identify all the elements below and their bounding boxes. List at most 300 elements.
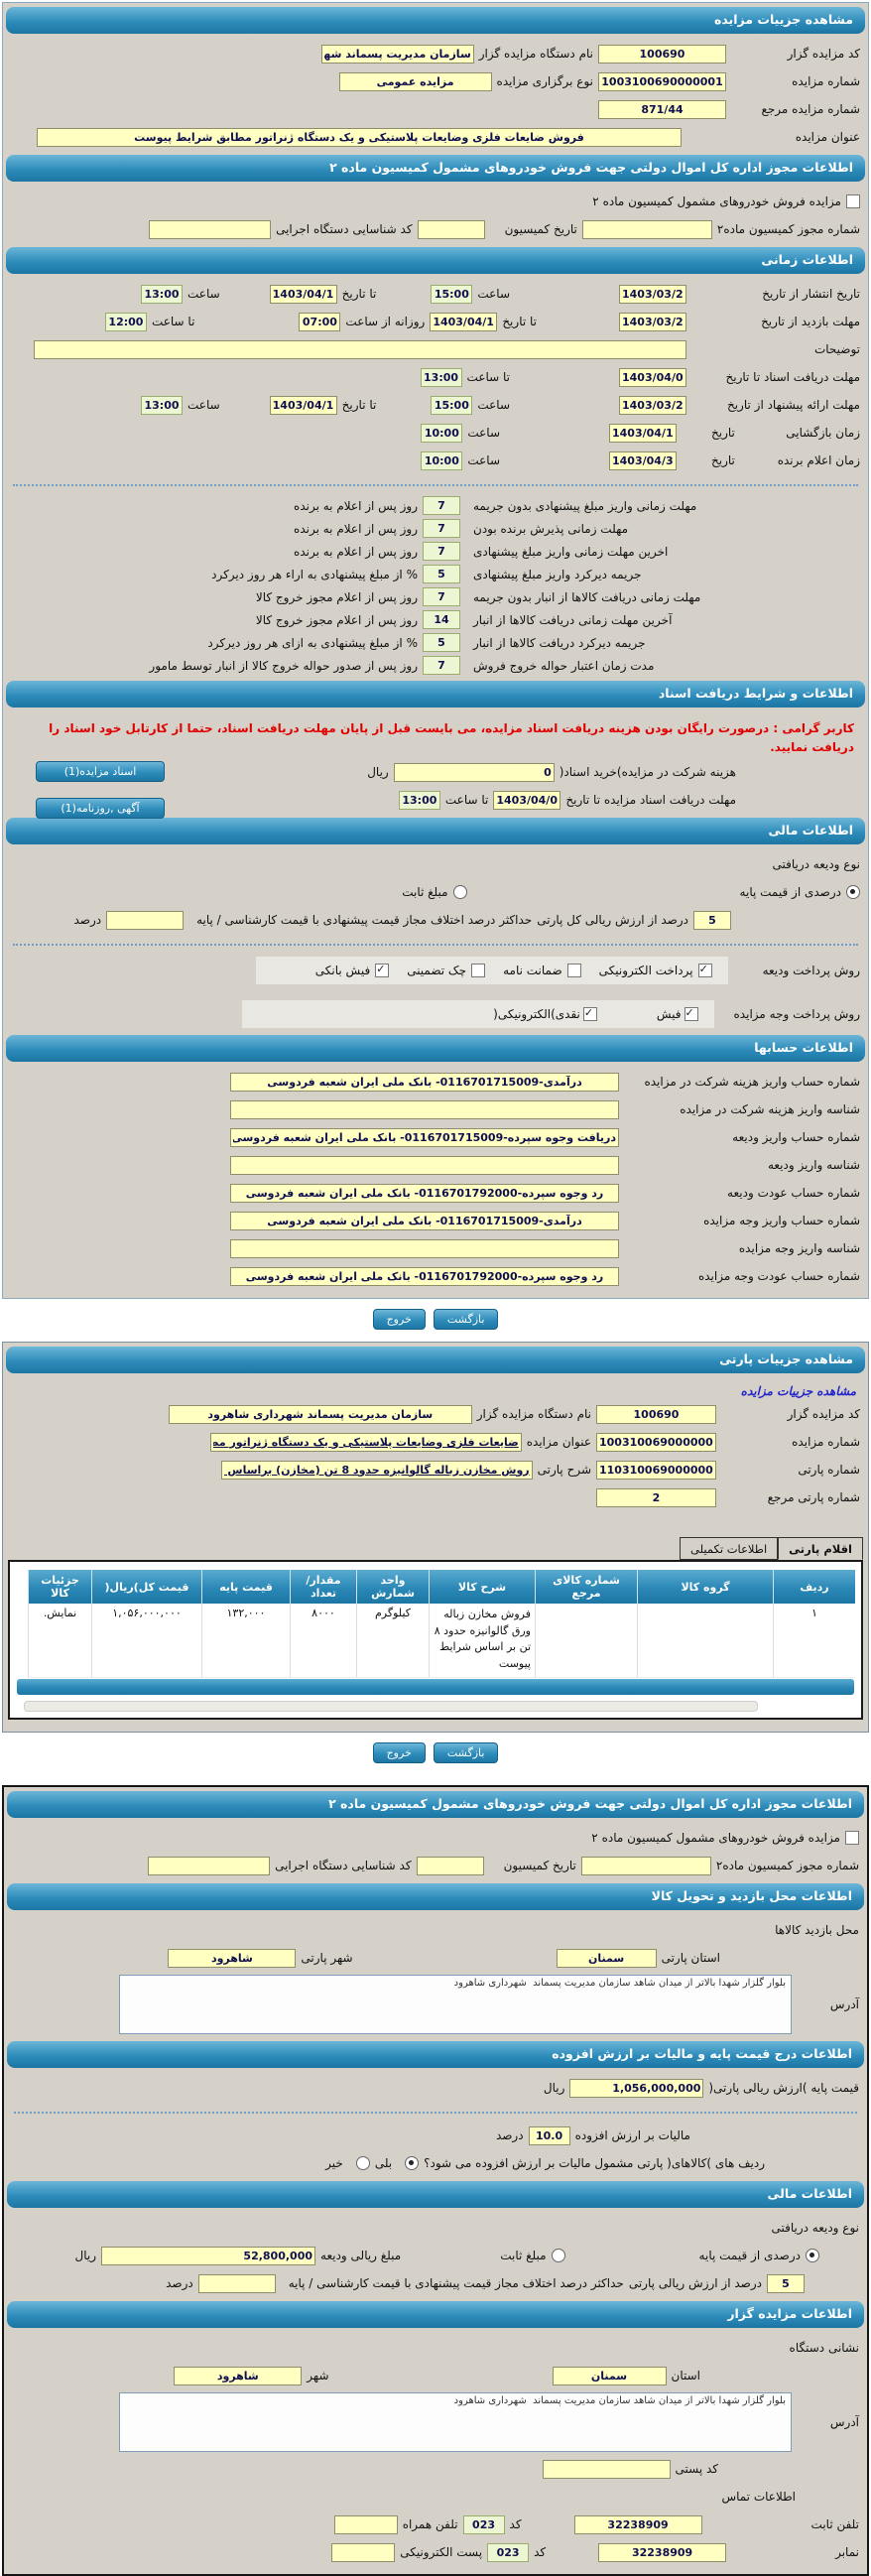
timing-hour-label: ساعت (467, 426, 500, 440)
max-diff-field[interactable] (198, 2274, 276, 2293)
vat-row (4, 2122, 698, 2149)
account-field[interactable] (230, 1184, 619, 1203)
party-ref-field[interactable] (596, 1488, 716, 1507)
deposit-fixed-option-label: مبلغ ثابت (402, 885, 448, 900)
mobile-pair (334, 2515, 458, 2534)
organizer-address-row (4, 2389, 867, 2455)
section-header-financial: اطلاعات مالی (7, 2181, 864, 2208)
timing-docs-label: مهلت دریافت اسناد تا تاریخ (725, 370, 860, 384)
party-tabs (3, 1537, 868, 1560)
electronic-payment-checkbox[interactable] (698, 964, 712, 977)
timing-winner-time[interactable] (421, 451, 462, 470)
auction-code-row (3, 40, 868, 67)
col-base: قیمت پایه (202, 1570, 291, 1604)
back-button[interactable]: بازگشت (434, 1742, 499, 1763)
docs-fee-field[interactable] (394, 763, 555, 782)
deposit-percent-radio[interactable] (846, 885, 860, 899)
deposit-fixed-radio[interactable] (453, 885, 467, 899)
timing-offer-date1[interactable] (619, 396, 686, 415)
permit-fields-row (4, 1852, 867, 1879)
auction-code-field[interactable] (596, 1405, 716, 1424)
phone-field[interactable] (574, 2515, 702, 2534)
permit-number-field[interactable] (581, 1857, 711, 1875)
penalty-row (3, 585, 809, 608)
email-label: پست الکترونیکی (400, 2545, 483, 2560)
timing-notes-field[interactable] (34, 340, 686, 359)
timing-hour-label: ساعت (187, 398, 220, 412)
permit-date-label: تاریخ کمیسیون (503, 1859, 576, 1873)
penalty-days-field[interactable] (423, 587, 460, 606)
section-header-auction-details: مشاهده جزییات مزایده (6, 7, 865, 34)
timing-tohour-label: تا ساعت (466, 370, 510, 384)
timing-docs-date[interactable] (619, 368, 686, 387)
penalty-suffix: % از مبلغ پیشنهادی به ازای هر روز دیرکرد (207, 635, 418, 650)
penalty-days-field[interactable] (423, 496, 460, 515)
timing-opening-row (3, 419, 868, 447)
vat-label: مالیات بر ارزش افزوده (574, 2128, 690, 2143)
docs-deadline-date[interactable] (493, 791, 560, 810)
party-city-label: شهر پارتی (301, 1951, 353, 1966)
account-row (3, 1234, 868, 1262)
col-qty: مقدار/ تعداد (291, 1570, 357, 1604)
account-label: شماره حساب عودت وجه مزایده (697, 1269, 860, 1284)
account-row (3, 1179, 868, 1207)
electronic-payment-label: پرداخت الکترونیکی (598, 964, 693, 978)
account-label: شماره حساب واریز هزینه شرکت در مزایده (644, 1075, 860, 1090)
auction-type-pair (339, 72, 593, 91)
certified-check-checkbox[interactable] (471, 964, 485, 977)
area-code-field[interactable] (463, 2515, 505, 2534)
timing-date-word: تاریخ (711, 453, 735, 467)
timing-opening-label-group (701, 426, 860, 440)
docs-deadline-time[interactable] (399, 791, 440, 810)
contact-title-row (4, 2483, 804, 2511)
penalty-suffix: روز پس از اعلام به برنده (294, 521, 418, 536)
base-price-label: قیمت پایه )ارزش ریالی پارتی( (708, 2081, 859, 2096)
vat-no-radio[interactable] (356, 2156, 370, 2170)
auction-code-field[interactable] (598, 45, 726, 64)
section-header-visit-location: اطلاعات محل بازدید و تحویل کالا (7, 1883, 864, 1910)
postal-code-label: کد پستی (675, 2462, 718, 2477)
party-org-pair (169, 1405, 591, 1424)
penalty-row (3, 540, 809, 563)
contact-title: اطلاعات تماس (721, 2490, 796, 2505)
col-ref: شماره کالای مرجع (536, 1570, 638, 1604)
deposit-percent-row (4, 2269, 812, 2297)
penalty-label: جریمه دیرکرد واریز مبلغ پیشنهادی (473, 567, 642, 581)
docs-fee-label: هزینه شرکت در مزایده)خرید اسناد( (559, 765, 736, 780)
phone-label: تلفن ثابت (810, 2517, 859, 2532)
timing-hour-label: ساعت (187, 287, 220, 301)
col-rank: ردیف (774, 1570, 856, 1604)
deposit-pay-method-label: روش پرداخت ودیعه (762, 964, 860, 978)
percent-word: درصد (166, 2276, 193, 2291)
section-header-base-price-vat: اطلاعات درج قیمت پایه و مالیات بر ارزش افزوده (7, 2041, 864, 2068)
deposit-percent-option-label: درصدی از قیمت پایه (698, 2249, 801, 2263)
account-row (3, 1151, 868, 1179)
auction-number-row (3, 67, 868, 95)
mobile-label: تلفن همراه (402, 2517, 458, 2532)
penalty-suffix: روز پس از اعلام مجوز خروج کالا (255, 612, 418, 627)
permit-number-field[interactable] (582, 220, 712, 239)
deposit-fixed-radio[interactable] (552, 2249, 565, 2262)
divider-dotted (13, 944, 858, 946)
deposit-type-row (4, 2214, 867, 2242)
cell-desc: فروش مخازن زباله ورق گالوانیزه حدود ۸ تن بر اساس شرایط پیوست (430, 1604, 536, 1678)
deposit-amount-label: مبلغ ریالی ودیعه (320, 2249, 402, 2263)
permit-checkbox-label: مزایده فروش خودروهای مشمول کمیسیون ماده ۲ (591, 1831, 840, 1846)
deposit-percent-field[interactable] (693, 911, 731, 930)
bank-slip-label: فیش بانکی (314, 964, 371, 978)
timing-docs-time[interactable] (421, 368, 462, 387)
vat-no-label: خیر (325, 2156, 343, 2171)
auction-org-pair (321, 45, 593, 64)
timing-publish-date1[interactable] (619, 285, 686, 304)
timing-visit-date1[interactable] (619, 313, 686, 331)
party-ref-row (3, 1483, 868, 1511)
organizer-province-field[interactable] (553, 2367, 667, 2385)
docs-deadline-label: مهلت دریافت اسناد مزایده تا تاریخ (565, 793, 736, 808)
party-title-pair (210, 1433, 591, 1452)
timing-visit-time1[interactable] (299, 313, 340, 331)
phone-row (4, 2511, 867, 2538)
timing-winner-label: زمان اعلام برنده (777, 453, 860, 467)
rial-label: ریال (543, 2081, 565, 2096)
auction-pay-method-box (242, 1000, 714, 1028)
slip-label: فیش (656, 1007, 682, 1022)
timing-offer-time2[interactable] (141, 396, 183, 415)
auction-pay-method-label: روش پرداخت وجه مزایده (733, 1007, 860, 1022)
visit-address-label: آدرس (829, 1997, 859, 2012)
party-desc-field[interactable] (221, 1461, 533, 1480)
timing-docs-deadline-row (3, 363, 868, 391)
penalty-row (3, 608, 809, 631)
timing-winner-label-group (701, 453, 860, 467)
party-number-row (3, 1456, 868, 1483)
timing-offer-label: مهلت ارائه پیشنهاد از تاریخ (726, 398, 860, 412)
account-field[interactable] (230, 1239, 619, 1258)
auction-code-label: کد مزایده گزار (787, 47, 860, 61)
tab-additional-info[interactable]: اطلاعات تکمیلی (680, 1537, 778, 1560)
account-label: شناسه واریز هزینه شرکت در مزایده (680, 1102, 860, 1117)
account-field[interactable] (230, 1212, 619, 1230)
penalty-row (3, 517, 809, 540)
timing-publish-time1[interactable] (431, 285, 472, 304)
account-label: شناسه واریز ودیعه (767, 1158, 860, 1173)
visit-place-label: محل بازدید کالاها (775, 1923, 859, 1938)
section-header-organizer: اطلاعات مزایده گزار (7, 2301, 864, 2328)
actions-bar (0, 1299, 871, 1340)
penalty-row (3, 631, 809, 654)
timing-visit-row (3, 308, 868, 335)
timing-daily-label: روزانه از ساعت (345, 315, 426, 328)
account-field[interactable] (230, 1073, 619, 1092)
penalty-days-field[interactable] (423, 610, 460, 629)
auction-number-field[interactable] (598, 72, 726, 91)
party-items-table-container (8, 1560, 863, 1720)
timing-publish-row (3, 280, 868, 308)
penalty-days-field[interactable] (423, 656, 460, 675)
timing-visit-date2[interactable] (430, 313, 497, 331)
slip-option (657, 1007, 698, 1021)
deposit-type-label: نوع ودیعه دریافتی (771, 2221, 859, 2236)
deposit-percent-option-label: درصدی از قیمت پایه (739, 885, 841, 900)
account-row (3, 1095, 868, 1123)
section-header-financial: اطلاعات مالی (6, 818, 865, 844)
exit-button[interactable]: خروج (373, 1309, 426, 1330)
account-row (3, 1123, 868, 1151)
account-row (3, 1262, 868, 1290)
cell-total: ۱,۰۵۶,۰۰۰,۰۰۰ (92, 1604, 202, 1678)
timing-hour-label: ساعت (477, 398, 510, 412)
section-header-permit: اطلاعات مجوز اداره کل اموال دولتی جهت فروش خودروهای مشمول کمیسیون ماده ۲ (7, 1791, 864, 1818)
penalty-label: اخرین مهلت زمانی واریز مبلغ پیشنهادی (473, 544, 669, 559)
timing-publish-date2[interactable] (270, 285, 337, 304)
cell-group (638, 1604, 774, 1678)
timing-offer-row (3, 391, 868, 419)
postal-code-field[interactable] (543, 2460, 671, 2479)
mobile-field[interactable] (334, 2515, 398, 2534)
timing-todate-label: تا تاریخ (341, 287, 377, 301)
account-field[interactable] (230, 1267, 619, 1286)
timing-notes-label: توضیحات (813, 342, 860, 356)
timing-visit-label: مهلت بازدید از تاریخ (761, 315, 860, 328)
permit-checkbox-label: مزایده فروش خودروهای مشمول کمیسیون ماده ۲ (592, 194, 841, 208)
visit-address-row (4, 1972, 867, 2037)
rial-label: ریال (74, 2249, 97, 2263)
penalty-label: مهلت زمانی پذیرش برنده بودن (473, 521, 629, 536)
auction-ref-label: شماره مزایده مرجع (761, 102, 860, 116)
col-unit: واحد شمارش (357, 1570, 430, 1604)
timing-tohour-label: تا ساعت (444, 793, 489, 808)
timing-offer-date2[interactable] (270, 396, 337, 415)
party-city-field[interactable] (168, 1949, 296, 1968)
party-province-row (4, 1944, 728, 1972)
organizer-province-row (4, 2362, 708, 2389)
guarantee-letter-checkbox[interactable] (567, 964, 581, 977)
timing-offer-time1[interactable] (431, 396, 472, 415)
deposit-pay-method-row (3, 954, 868, 987)
exit-button[interactable]: خروج (373, 1742, 426, 1763)
party-desc-label: شرح پارتی (537, 1463, 591, 1478)
party-extended-panel (2, 1785, 869, 2576)
timing-tohour-label: تا ساعت (151, 315, 195, 328)
party-province-field[interactable] (557, 1949, 657, 1968)
auction-title-field[interactable] (37, 128, 682, 147)
tab-party-items[interactable]: اقلام پارتی (778, 1537, 863, 1560)
item-details-link[interactable]: نمایش. (29, 1604, 92, 1678)
table-footer-bar (17, 1679, 854, 1695)
auction-title-label: عنوان مزایده (526, 1435, 591, 1450)
max-diff-field[interactable] (106, 911, 184, 930)
timing-publish-time2[interactable] (141, 285, 183, 304)
penalty-suffix: روز پس از اعلام به برنده (294, 544, 418, 559)
permit-checkbox-row (3, 188, 868, 215)
auction-type-field[interactable] (339, 72, 492, 91)
penalty-days-field[interactable] (423, 542, 460, 561)
permit-id-label: کد شناسایی دستگاه اجرایی (275, 1859, 412, 1873)
docs-buttons (36, 761, 165, 819)
permit-id-field[interactable] (148, 1857, 270, 1875)
section-header-docs: اطلاعات و شرایط دریافت اسناد (6, 681, 865, 708)
penalty-suffix: روز پس از صدور حواله خروج کالا از انبار توسط مامور (149, 658, 418, 673)
max-diff-label: حداکثر درصد اختلاف مجاز قیمت پیشنهادی با قیمت کارشناسی / پایه (196, 913, 533, 928)
auction-docs-button[interactable]: اسناد مزایده(1) (36, 761, 165, 782)
permit-checkbox[interactable] (846, 194, 860, 208)
timing-hour-label: ساعت (477, 287, 510, 301)
cash-electronic-option (493, 1007, 597, 1021)
permit-date-field[interactable] (418, 220, 485, 239)
party-details-panel (2, 1342, 869, 1733)
permit-checkbox[interactable] (845, 1831, 859, 1845)
email-field[interactable] (331, 2543, 395, 2562)
account-field[interactable] (230, 1128, 619, 1147)
auction-number-label: شماره مزایده (792, 74, 860, 88)
organizer-address-field[interactable] (119, 2392, 792, 2452)
col-total: قیمت کل)ریال( (92, 1570, 202, 1604)
penalty-percent-field[interactable] (423, 633, 460, 652)
auction-org-label: نام دستگاه مزایده گزار (478, 47, 593, 61)
penalty-days-field[interactable] (423, 519, 460, 538)
fax-area-code-field[interactable] (487, 2543, 529, 2562)
party-number-label: شماره پارتی (798, 1463, 860, 1478)
party-desc-pair (221, 1461, 591, 1480)
timing-opening-label: زمان بازگشایی (786, 426, 860, 440)
max-diff-label: حداکثر درصد اختلاف مجاز قیمت پیشنهادی با قیمت کارشناسی / پایه (288, 2276, 624, 2291)
timing-todate-label: تا تاریخ (341, 398, 377, 412)
vat-yes-label: بلی (374, 2156, 393, 2171)
vat-field[interactable] (529, 2126, 570, 2145)
penalty-label: مهلت زمانی واریز مبلغ پیشنهادی بدون جریمه (473, 498, 697, 513)
permit-id-pair (149, 220, 412, 239)
permit-number-label: شماره مجوز کمیسیون ماده۲ (716, 222, 860, 236)
bank-slip-checkbox[interactable] (375, 964, 389, 977)
permit-id-field[interactable] (149, 220, 271, 239)
account-field[interactable] (230, 1100, 619, 1119)
auction-ref-field[interactable] (598, 100, 726, 119)
deposit-percent-row (3, 906, 739, 934)
penalty-row (3, 654, 809, 677)
timing-opening-time[interactable] (421, 424, 462, 443)
back-button[interactable]: بازگشت (434, 1309, 499, 1330)
auction-pay-method-row (3, 997, 868, 1031)
auction-title-label: عنوان مزایده (795, 130, 860, 144)
timing-publish-label: تاریخ انتشار از تاریخ (762, 287, 860, 301)
party-number-field[interactable] (596, 1461, 716, 1480)
divider-dotted (14, 2112, 857, 2114)
account-row (3, 1207, 868, 1234)
penalty-row (3, 494, 809, 517)
permit-fields-row (3, 215, 868, 243)
account-label: شماره حساب واریز وجه مزایده (703, 1214, 860, 1228)
vat-question-row (4, 2149, 773, 2177)
slip-checkbox[interactable] (684, 1007, 698, 1021)
deposit-amount-field[interactable] (101, 2247, 315, 2265)
visit-address-field[interactable] (119, 1975, 792, 2034)
guarantee-letter-label: ضمانت نامه (503, 964, 562, 978)
cell-ref (536, 1604, 638, 1678)
auction-org-field[interactable] (321, 45, 474, 64)
permit-id-label: کد شناسایی دستگاه اجرایی (276, 222, 413, 236)
fax-label: نمابر (835, 2545, 859, 2560)
table-row (29, 1604, 856, 1678)
party-auction-code-row (3, 1400, 868, 1428)
penalty-suffix: روز پس از اعلام مجوز خروج کالا (255, 589, 418, 604)
vat-yes-radio[interactable] (405, 2156, 419, 2170)
section-header-timing: اطلاعات زمانی (6, 247, 865, 274)
organizer-city-label: شهر (307, 2369, 329, 2383)
party-province-label: استان پارتی (661, 1951, 720, 1966)
base-price-field[interactable] (569, 2079, 703, 2098)
docs-free-note: کاربر گرامی : درصورت رایگان بودن هزینه دریافت اسناد مزایده، می بایست قبل از پایان مهلت دریافت اسناد، حتما از کارتابل خود اسناد را دریافت نمایید. (49, 721, 854, 754)
deposit-percent-radio[interactable] (806, 2249, 819, 2262)
auction-title-field[interactable] (210, 1433, 522, 1452)
area-code-label: کد (509, 2517, 522, 2532)
section-header-permit: اطلاعات مجوز اداره کل اموال دولتی جهت فروش خودروهای مشمول کمیسیون ماده ۲ (6, 155, 865, 182)
auction-details-link[interactable]: مشاهده جزییات مزایده (740, 1384, 856, 1399)
account-label: شماره حساب عودت ودیعه (727, 1186, 860, 1201)
newspaper-ad-button[interactable]: آگهی ,روزنامه(1) (36, 798, 165, 819)
auction-org-field[interactable] (169, 1405, 472, 1424)
percent-word: درصد (73, 913, 102, 928)
auction-org-label: نام دستگاه مزایده گزار (476, 1407, 591, 1422)
permit-date-label: تاریخ کمیسیون (504, 222, 577, 236)
fax-field[interactable] (598, 2543, 726, 2562)
cash-electronic-checkbox[interactable] (583, 1007, 597, 1021)
auction-number-label: شماره مزایده (792, 1435, 860, 1450)
timing-notes-row (3, 335, 868, 363)
auction-code-label: کد مزایده گزار (787, 1407, 860, 1422)
organizer-city-field[interactable] (174, 2367, 302, 2385)
permit-number-label: شماره مجوز کمیسیون ماده۲ (715, 1859, 859, 1873)
party-auction-number-row (3, 1428, 868, 1456)
timing-opening-date[interactable] (609, 424, 677, 443)
account-field[interactable] (230, 1156, 619, 1175)
cell-base: ۱۳۲,۰۰۰ (202, 1604, 291, 1678)
timing-date-word: تاریخ (711, 426, 735, 440)
visit-place-row (4, 1916, 867, 1944)
cell-rank: ۱ (774, 1604, 856, 1678)
timing-todate-label: تا تاریخ (502, 315, 537, 328)
auction-details-panel (2, 2, 869, 1299)
base-price-row (4, 2074, 867, 2102)
auction-ref-row (3, 95, 868, 123)
penalty-label: جریمه دیرکرد دریافت کالاها از انبار (473, 635, 646, 650)
vat-question-label: ردیف های )کالاهای( پارتی مشمول مالیات بر ارزش افزوده می شود؟ (424, 2156, 765, 2171)
account-label: شناسه واریز وجه مزایده (738, 1241, 860, 1256)
deposit-percent-field[interactable] (767, 2274, 805, 2293)
deposit-option-row (4, 2242, 827, 2269)
actions-bar (0, 1733, 871, 1773)
cell-qty: ۸۰۰۰ (291, 1604, 357, 1678)
penalty-label: مهلت زمانی دریافت کالاها از انبار بدون جریمه (473, 589, 701, 604)
auction-number-field[interactable] (596, 1433, 716, 1452)
area-code-label: کد (534, 2545, 547, 2560)
deposit-type-label: نوع ودیعه دریافتی (772, 857, 860, 872)
col-group: گروه کالا (638, 1570, 774, 1604)
timing-winner-date[interactable] (609, 451, 677, 470)
penalty-label: آخرین مهلت زمانی دریافت کالاها از انبار (473, 612, 673, 627)
deposit-fixed-option-label: مبلغ ثابت (500, 2249, 547, 2263)
permit-date-field[interactable] (417, 1857, 484, 1875)
rial-label: ریال (367, 765, 389, 780)
fax-row (4, 2538, 867, 2566)
penalty-percent-field[interactable] (423, 565, 460, 583)
table-scrollbar[interactable] (24, 1701, 758, 1712)
penalty-suffix: روز پس از اعلام به برنده (294, 498, 418, 513)
account-label: شماره حساب واریز ودیعه (732, 1130, 860, 1145)
timing-visit-time2[interactable] (105, 313, 147, 331)
